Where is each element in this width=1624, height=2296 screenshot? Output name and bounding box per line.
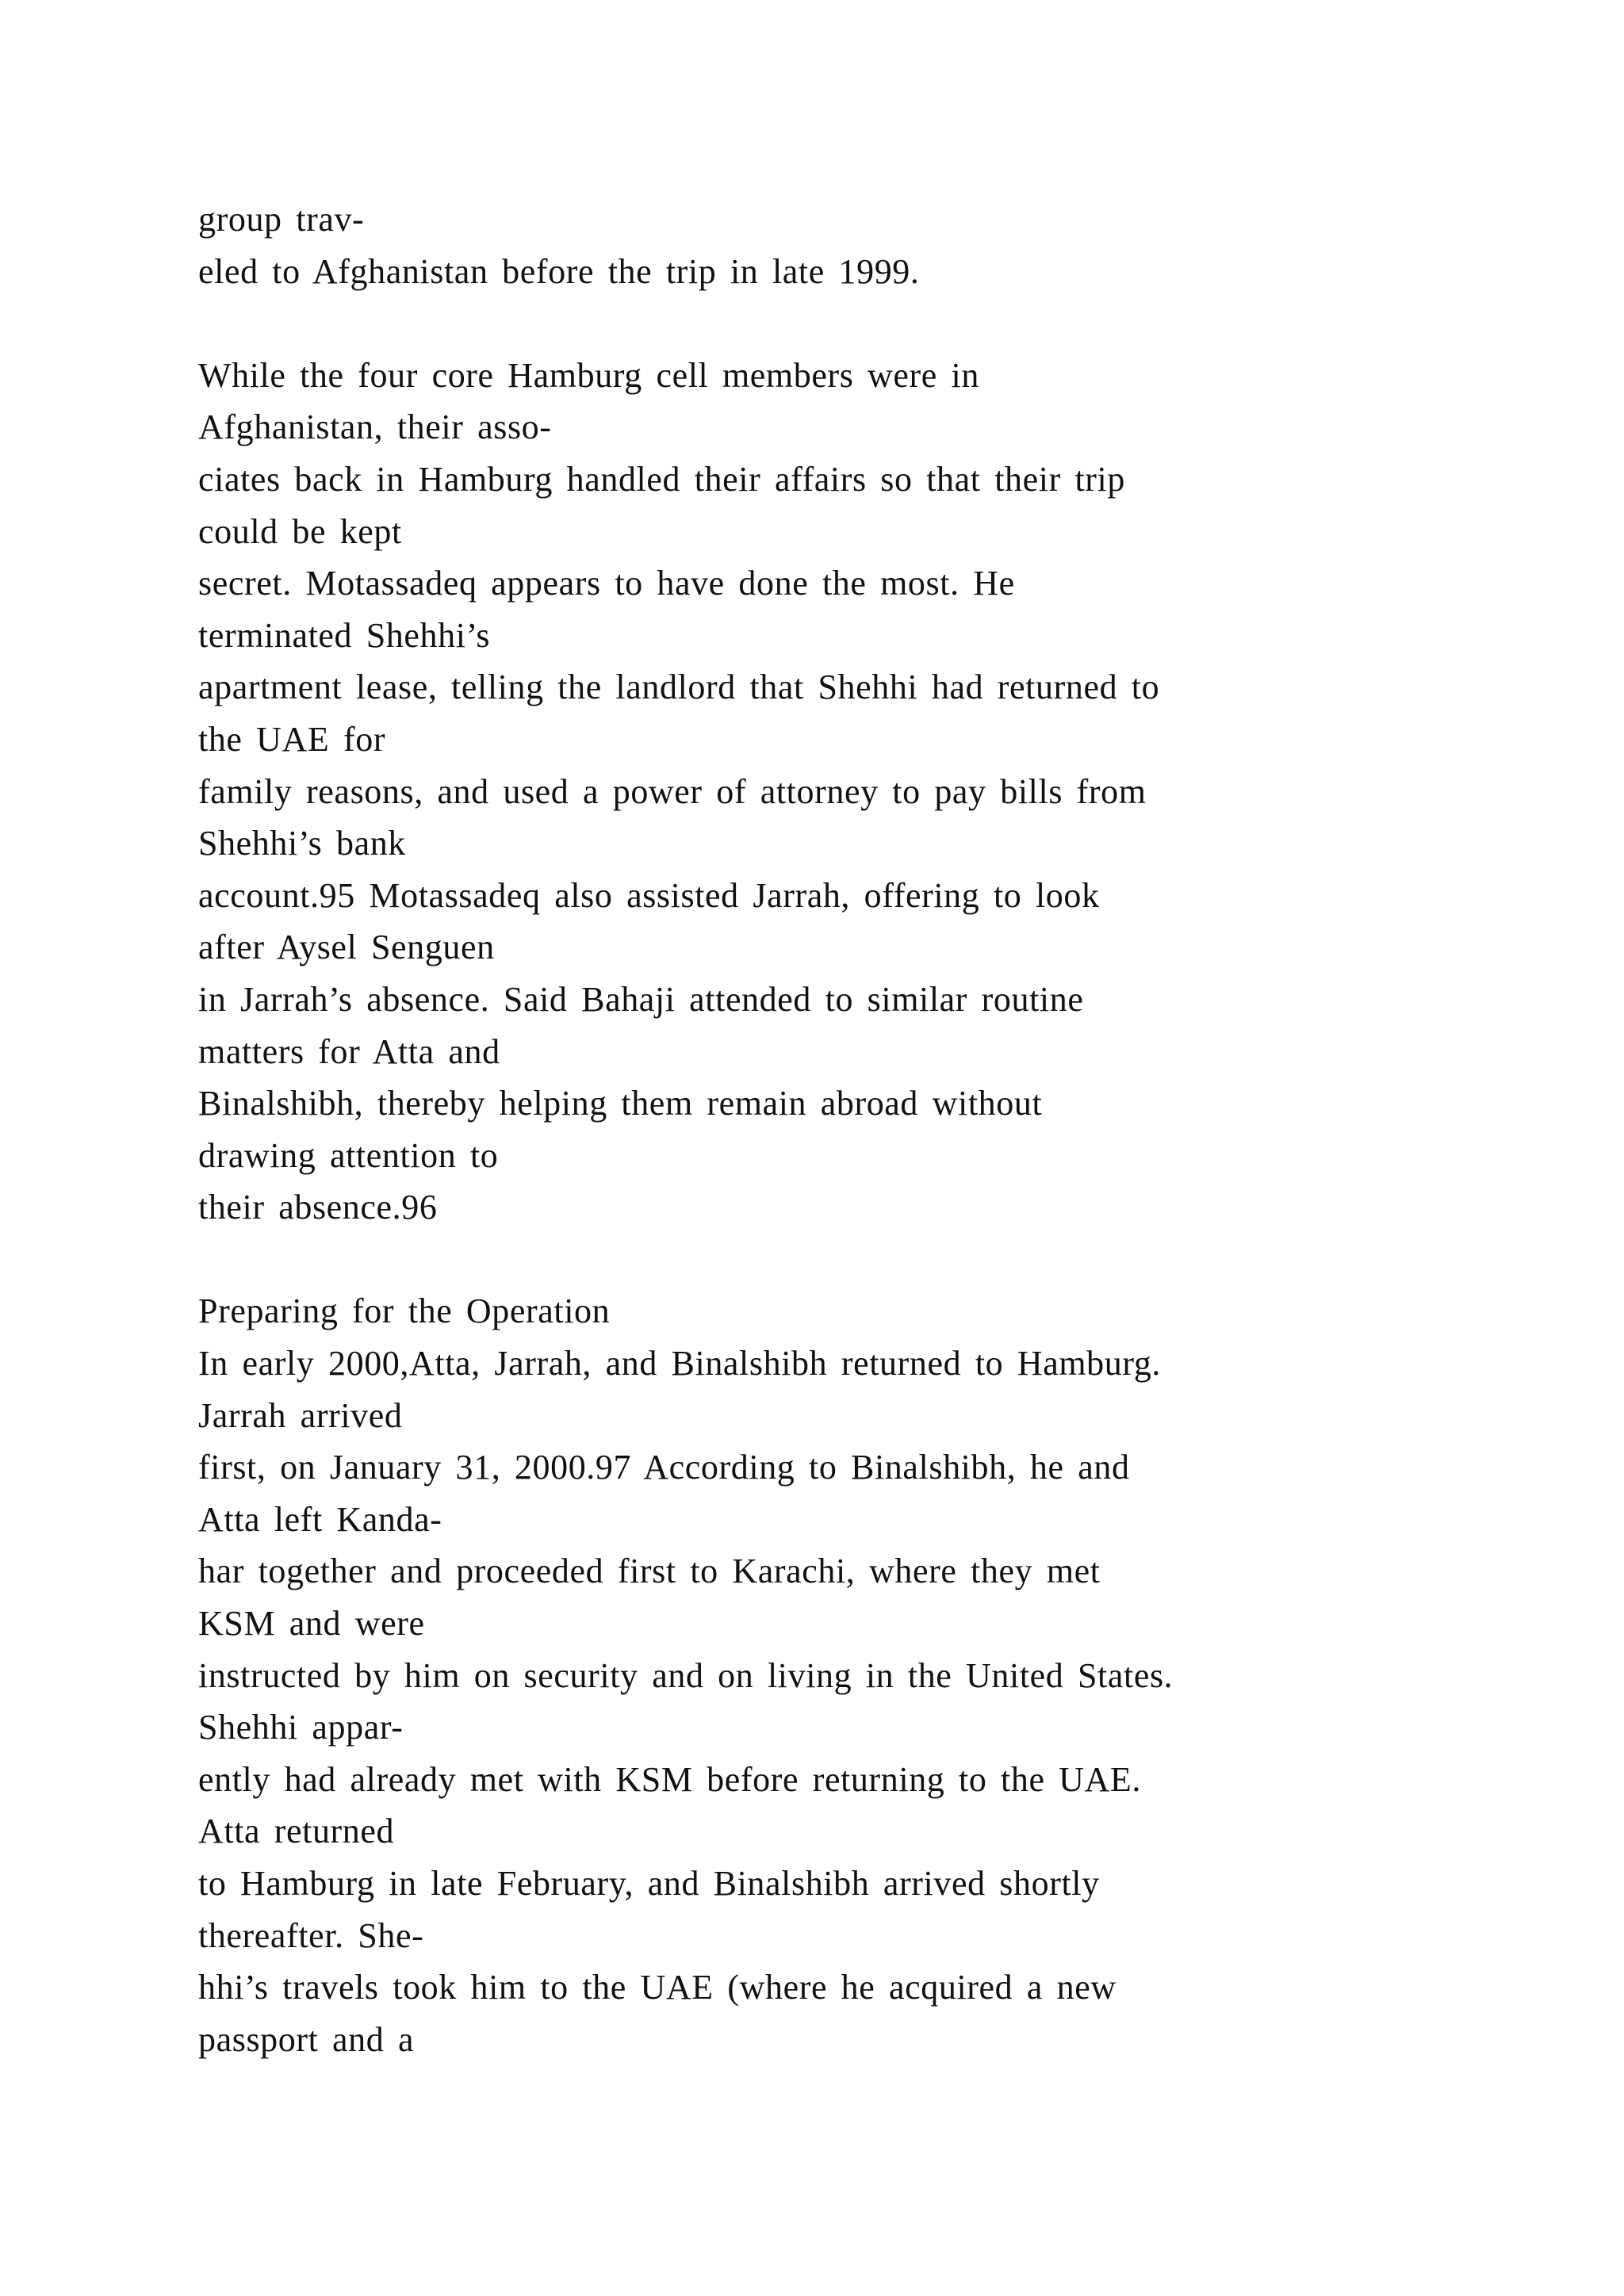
text-line: har together and proceeded first to Karachi, where they met xyxy=(198,1552,1101,1591)
text-line: their absence.96 xyxy=(198,1188,438,1227)
text-line: passport and a xyxy=(198,2019,415,2059)
text-line: secret. Motassadeq appears to have done the most. He xyxy=(198,564,1015,603)
text-line: Atta returned xyxy=(198,1812,395,1851)
text-line: Atta left Kanda- xyxy=(198,1499,442,1539)
paragraph-3 xyxy=(198,1285,1467,2065)
text-line: apartment lease, telling the landlord that Shehhi had returned to xyxy=(198,668,1160,707)
text-line: the UAE for xyxy=(198,719,386,759)
text-line: KSM and were xyxy=(198,1604,425,1644)
text-line: While the four core Hamburg cell members were in xyxy=(198,355,979,395)
text-line: In early 2000,Atta, Jarrah, and Binalshibh returned to Hamburg. xyxy=(198,1344,1162,1383)
text-line: Jarrah arrived xyxy=(198,1395,403,1435)
text-line: family reasons, and used a power of attorney to pay bills from xyxy=(198,771,1147,811)
text-line: drawing attention to xyxy=(198,1135,499,1175)
text-line: Afghanistan, their asso- xyxy=(198,408,552,447)
text-line: thereafter. She- xyxy=(198,1915,424,1955)
text-line: could be kept xyxy=(198,511,402,551)
text-line: first, on January 31, 2000.97 According to Binalshibh, he and xyxy=(198,1448,1130,1487)
text-line: eled to Afghanistan before the trip in late 1999. xyxy=(198,251,920,291)
text-line: after Aysel Senguen xyxy=(198,928,495,967)
text-line: ciates back in Hamburg handled their affairs so that their trip xyxy=(198,459,1125,499)
text-line: group trav- xyxy=(198,200,365,239)
text-line: instructed by him on security and on living in the United States. xyxy=(198,1655,1174,1695)
paragraph-gap xyxy=(198,297,1467,350)
document-text xyxy=(198,193,1467,2065)
text-line: matters for Atta and xyxy=(198,1031,500,1071)
text-line: hhi’s travels took him to the UAE (where he acquired a new xyxy=(198,1968,1116,2007)
text-line: account.95 Motassadeq also assisted Jarrah, offering to look xyxy=(198,875,1100,915)
text-line: Binalshibh, thereby helping them remain abroad without xyxy=(198,1084,1043,1123)
text-line: ently had already met with KSM before returning to the UAE. xyxy=(198,1759,1141,1799)
text-line: to Hamburg in late February, and Binalshibh arrived shortly xyxy=(198,1864,1100,1903)
text-line: in Jarrah’s absence. Said Bahaji attended to similar routine xyxy=(198,979,1084,1019)
paragraph-1 xyxy=(198,193,1467,297)
text-line: Shehhi appar- xyxy=(198,1708,404,1747)
section-heading: Preparing for the Operation xyxy=(198,1292,611,1331)
text-line: Shehhi’s bank xyxy=(198,824,406,863)
text-line: terminated Shehhi’s xyxy=(198,615,491,655)
paragraph-2 xyxy=(198,350,1467,1234)
paragraph-gap xyxy=(198,1234,1467,1286)
